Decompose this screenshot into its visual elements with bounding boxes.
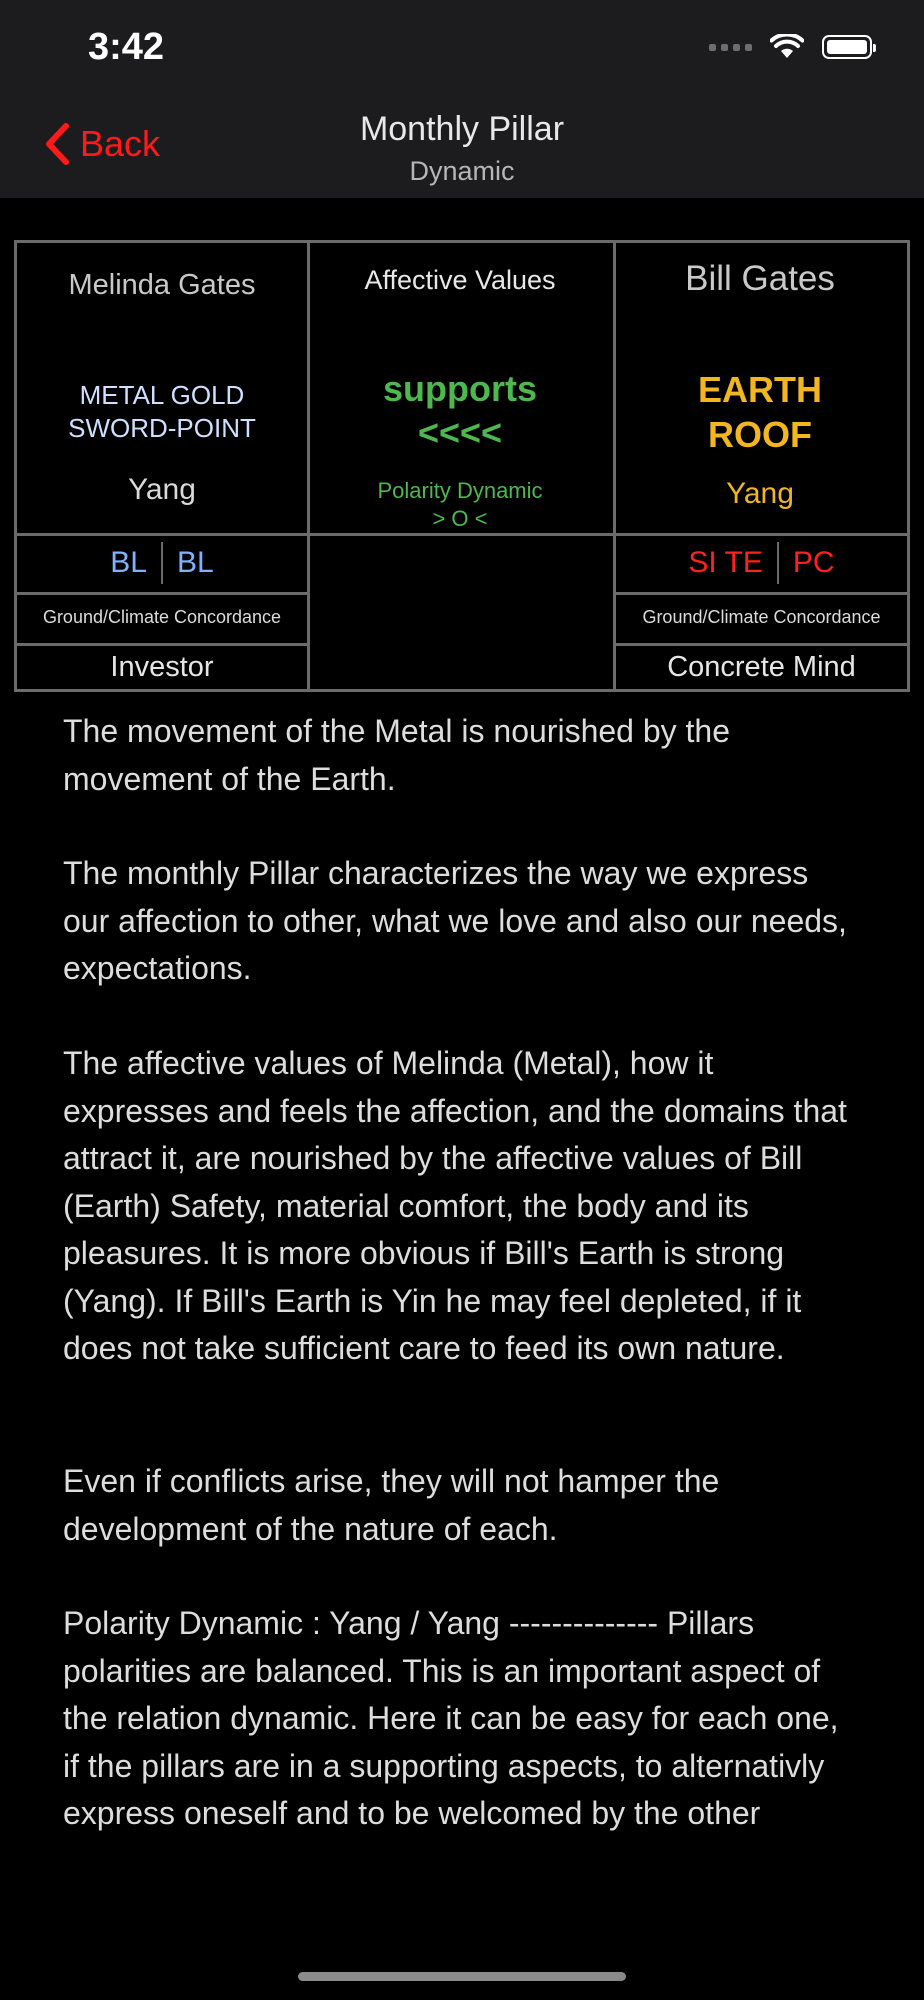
code-separator (777, 542, 779, 584)
divider (613, 643, 910, 646)
right-element-line2: ROOF (708, 414, 812, 455)
left-code-1: BL (110, 545, 147, 579)
affective-values-header: Affective Values (364, 265, 556, 295)
right-element-line1: EARTH (698, 369, 822, 410)
left-profile: Investor (110, 651, 214, 683)
paragraph: The movement of the Metal is nourished by the movement of the Earth. (63, 713, 731, 797)
left-polarity: Yang (128, 473, 196, 506)
top-bar (0, 0, 924, 198)
right-person-name: Bill Gates (685, 259, 835, 298)
right-profile: Concrete Mind (667, 651, 856, 683)
relation-label: supports (382, 368, 537, 409)
right-codes (613, 533, 910, 592)
left-codes (17, 533, 307, 592)
right-concordance-label: Ground/Climate Concordance (642, 607, 881, 627)
pillar-comparison-table (14, 240, 910, 692)
divider (17, 592, 307, 595)
right-code-2: PC (792, 545, 835, 579)
right-element (613, 367, 907, 457)
left-code-2: BL (177, 545, 214, 579)
battery-icon (822, 35, 872, 59)
divider (17, 643, 307, 646)
relation (307, 367, 613, 455)
right-polarity: Yang (726, 477, 794, 510)
divider (613, 592, 910, 595)
divider (307, 243, 310, 689)
left-concordance-label: Ground/Climate Concordance (42, 607, 282, 627)
code-separator (161, 542, 163, 584)
status-time: 3:42 (88, 26, 165, 68)
paragraph: The monthly Pillar characterizes the way we express our affection to other, what we love and also our needs, expectations. (63, 855, 847, 986)
paragraph: The affective values of Melinda (Metal), how it expresses and feels the affection, and the domains that attract it, are nourished by the affective values of Bill (Earth) Safety, material comfort, the body and its pleasures. It is more obvious if Bill's Earth is strong (Yang). If Bill's Earth is Yin he may feel depleted, if it does not take sufficient care to feed its own nature. (63, 1045, 847, 1366)
relation-arrows: <<<< (417, 412, 503, 453)
page-title: Monthly Pillar (359, 110, 565, 148)
left-person-name: Melinda Gates (68, 269, 256, 301)
polarity-dynamic (307, 477, 613, 533)
status-icons (709, 34, 872, 60)
wifi-icon (770, 34, 804, 60)
polarity-dynamic-symbol: > O < (432, 506, 488, 531)
paragraph: Polarity Dynamic : Yang / Yang -------------- Pillars polarities are balanced. This is an important aspect of the relation dynamic. Here it can be easy for each one, if the pillars are in a supporting aspects, to alternativly express oneself and to be welcomed by the other (63, 1605, 839, 1831)
paragraph: Even if conflicts arise, they will not hamper the development of the nature of each. (63, 1463, 720, 1547)
home-indicator[interactable] (298, 1972, 626, 1981)
cellular-signal-icon (709, 44, 752, 51)
left-element-line2: SWORD-POINT (68, 413, 256, 443)
polarity-dynamic-label: Polarity Dynamic (377, 478, 543, 503)
left-element-line1: METAL GOLD (79, 380, 245, 410)
right-code-1: SI TE (688, 545, 763, 579)
back-label: Back (80, 123, 161, 164)
page-subtitle: Dynamic (409, 156, 515, 186)
left-element (17, 379, 307, 445)
